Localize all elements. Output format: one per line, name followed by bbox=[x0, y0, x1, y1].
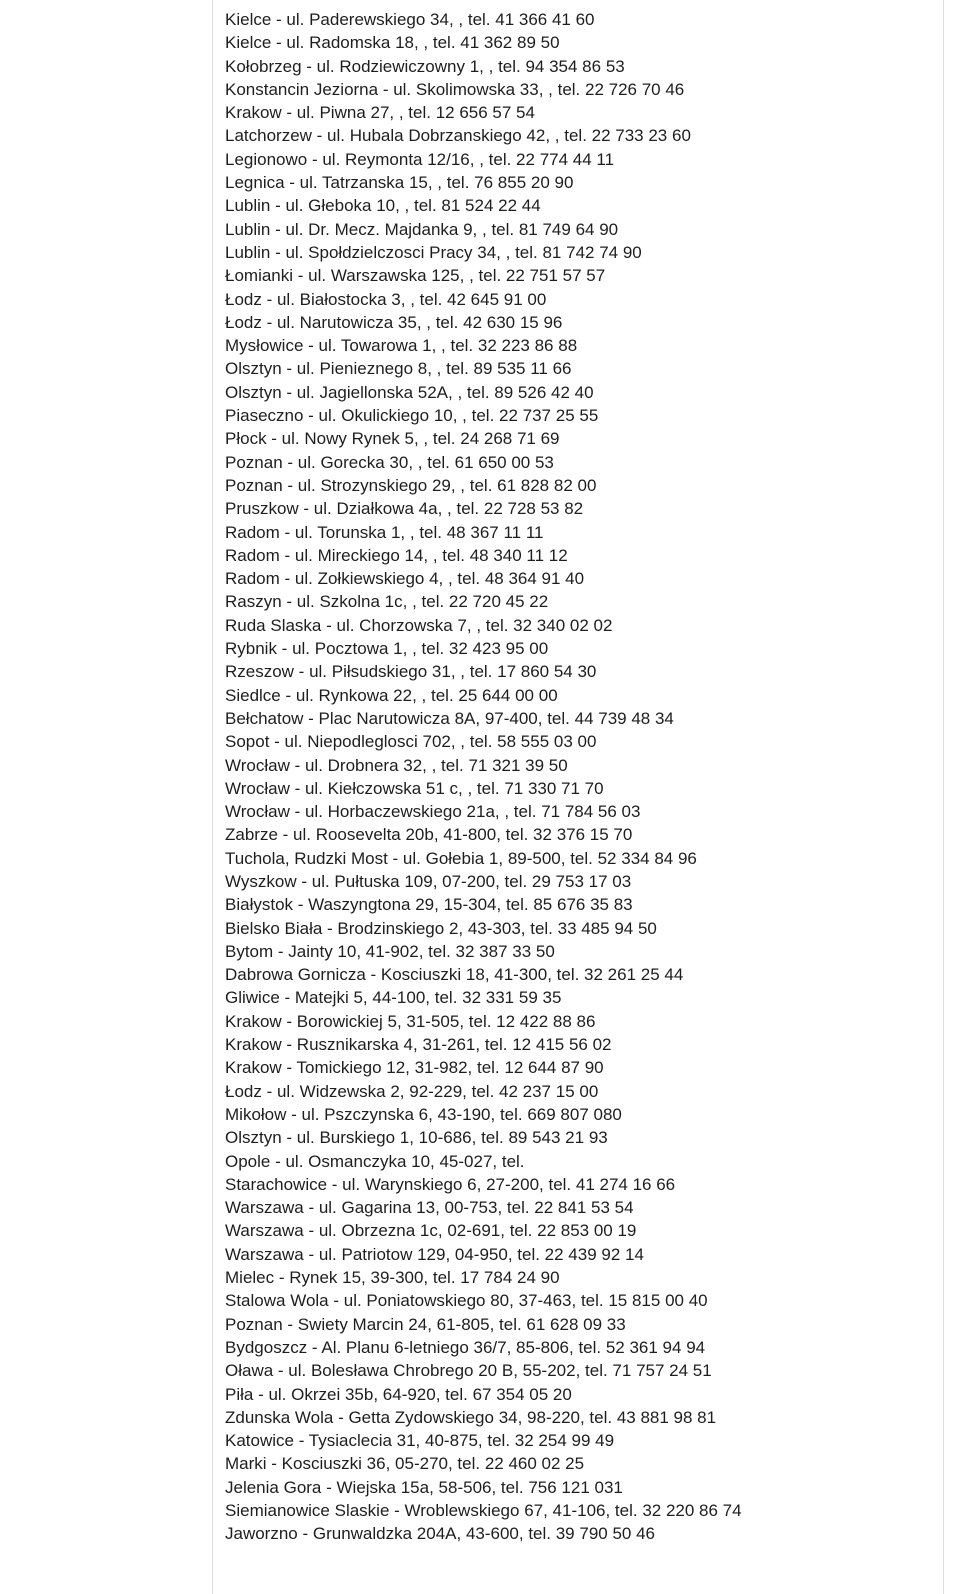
address-line: Łodz - ul. Widzewska 2, 92-229, tel. 42 237 15 00 bbox=[225, 1081, 599, 1101]
document-page bbox=[212, 0, 944, 1594]
address-line: Siedlce - ul. Rynkowa 22, , tel. 25 644 00 00 bbox=[225, 685, 558, 705]
address-line: Białystok - Waszyngtona 29, 15-304, tel. 85 676 35 83 bbox=[225, 895, 633, 915]
address-line: Wrocław - ul. Drobnera 32, , tel. 71 321 39 50 bbox=[225, 755, 568, 775]
address-line: Olsztyn - ul. Pienieznego 8, , tel. 89 535 11 66 bbox=[225, 359, 572, 379]
address-line: Warszawa - ul. Patriotow 129, 04-950, tel. 22 439 92 14 bbox=[225, 1244, 644, 1264]
address-list bbox=[225, 8, 937, 1546]
address-line: Krakow - Tomickiego 12, 31-982, tel. 12 644 87 90 bbox=[225, 1058, 604, 1078]
address-line: Krakow - Borowickiej 5, 31-505, tel. 12 422 88 86 bbox=[225, 1011, 596, 1031]
address-line: Krakow - Rusznikarska 4, 31-261, tel. 12 415 56 02 bbox=[225, 1035, 612, 1055]
address-line: Kołobrzeg - ul. Rodziewiczowny 1, , tel. 94 354 86 53 bbox=[225, 56, 625, 76]
address-line: Warszawa - ul. Gagarina 13, 00-753, tel. 22 841 53 54 bbox=[225, 1198, 634, 1218]
address-line: Sopot - ul. Niepodleglosci 702, , tel. 58 555 03 00 bbox=[225, 732, 597, 752]
address-line: Mikołow - ul. Pszczynska 6, 43-190, tel. 669 807 080 bbox=[225, 1104, 622, 1124]
address-line: Lublin - ul. Głeboka 10, , tel. 81 524 22 44 bbox=[225, 196, 541, 216]
address-line: Poznan - Swiety Marcin 24, 61-805, tel. 61 628 09 33 bbox=[225, 1314, 626, 1334]
address-line: Mielec - Rynek 15, 39-300, tel. 17 784 24 90 bbox=[225, 1268, 560, 1288]
address-line: Olsztyn - ul. Burskiego 1, 10-686, tel. 89 543 21 93 bbox=[225, 1128, 608, 1148]
address-line: Łodz - ul. Narutowicza 35, , tel. 42 630 15 96 bbox=[225, 312, 563, 332]
address-line: Raszyn - ul. Szkolna 1c, , tel. 22 720 45 22 bbox=[225, 592, 549, 612]
address-line: Mysłowice - ul. Towarowa 1, , tel. 32 223 86 88 bbox=[225, 336, 578, 356]
address-line: Legnica - ul. Tatrzanska 15, , tel. 76 855 20 90 bbox=[225, 173, 574, 193]
address-line: Bytom - Jainty 10, 41-902, tel. 32 387 33 50 bbox=[225, 941, 555, 961]
address-line: Tuchola, Rudzki Most - ul. Gołebia 1, 89-500, tel. 52 334 84 96 bbox=[225, 848, 697, 868]
address-line: Jelenia Gora - Wiejska 15a, 58-506, tel. 756 121 031 bbox=[225, 1477, 623, 1497]
address-line: Marki - Kosciuszki 36, 05-270, tel. 22 460 02 25 bbox=[225, 1454, 585, 1474]
address-line: Lublin - ul. Dr. Mecz. Majdanka 9, , tel. 81 749 64 90 bbox=[225, 219, 619, 239]
address-line: Radom - ul. Mireckiego 14, , tel. 48 340 11 12 bbox=[225, 545, 568, 565]
address-line: Radom - ul. Zołkiewskiego 4, , tel. 48 364 91 40 bbox=[225, 569, 585, 589]
address-line: Rybnik - ul. Pocztowa 1, , tel. 32 423 95 00 bbox=[225, 639, 549, 659]
address-line: Piaseczno - ul. Okulickiego 10, , tel. 22 737 25 55 bbox=[225, 406, 599, 426]
address-line: Radom - ul. Torunska 1, , tel. 48 367 11 11 bbox=[225, 522, 544, 542]
address-line: Bydgoszcz - Al. Planu 6-letniego 36/7, 85-806, tel. 52 361 94 94 bbox=[225, 1337, 706, 1357]
address-line: Jaworzno - Grunwaldzka 204A, 43-600, tel. 39 790 50 46 bbox=[225, 1524, 655, 1544]
address-line: Konstancin Jeziorna - ul. Skolimowska 33, , tel. 22 726 70 46 bbox=[225, 79, 685, 99]
address-line: Wyszkow - ul. Pułtuska 109, 07-200, tel. 29 753 17 03 bbox=[225, 871, 632, 891]
address-line: Kielce - ul. Paderewskiego 34, , tel. 41 366 41 60 bbox=[225, 10, 595, 29]
address-line: Gliwice - Matejki 5, 44-100, tel. 32 331 59 35 bbox=[225, 988, 562, 1008]
address-line: Oława - ul. Bolesława Chrobrego 20 B, 55-202, tel. 71 757 24 51 bbox=[225, 1361, 712, 1381]
address-line: Piła - ul. Okrzei 35b, 64-920, tel. 67 354 05 20 bbox=[225, 1384, 572, 1404]
address-line: Wrocław - ul. Horbaczewskiego 21a, , tel. 71 784 56 03 bbox=[225, 802, 641, 822]
address-line: Kielce - ul. Radomska 18, , tel. 41 362 89 50 bbox=[225, 33, 560, 53]
address-line: Pruszkow - ul. Działkowa 4a, , tel. 22 728 53 82 bbox=[225, 499, 584, 519]
address-line: Bielsko Biała - Brodzinskiego 2, 43-303, tel. 33 485 94 50 bbox=[225, 918, 657, 938]
address-line: Wrocław - ul. Kiełczowska 51 c, , tel. 71 330 71 70 bbox=[225, 778, 604, 798]
address-line: Rzeszow - ul. Piłsudskiego 31, , tel. 17 860 54 30 bbox=[225, 662, 597, 682]
address-line: Łodz - ul. Białostocka 3, , tel. 42 645 91 00 bbox=[225, 289, 547, 309]
address-line: Siemianowice Slaskie - Wroblewskiego 67, 41-106, tel. 32 220 86 74 bbox=[225, 1501, 742, 1520]
address-line: Łomianki - ul. Warszawska 125, , tel. 22 751 57 57 bbox=[225, 266, 606, 286]
address-line: Ruda Slaska - ul. Chorzowska 7, , tel. 32 340 02 02 bbox=[225, 615, 613, 635]
address-line: Stalowa Wola - ul. Poniatowskiego 80, 37-463, tel. 15 815 00 40 bbox=[225, 1291, 708, 1311]
address-line: Olsztyn - ul. Jagiellonska 52A, , tel. 89 526 42 40 bbox=[225, 382, 594, 402]
address-line: Zabrze - ul. Roosevelta 20b, 41-800, tel. 32 376 15 70 bbox=[225, 825, 633, 845]
address-line: Poznan - ul. Gorecka 30, , tel. 61 650 00 53 bbox=[225, 452, 554, 472]
address-line: Poznan - ul. Strozynskiego 29, , tel. 61 828 82 00 bbox=[225, 475, 597, 495]
address-line: Lublin - ul. Społdzielczosci Pracy 34, , tel. 81 742 74 90 bbox=[225, 242, 642, 262]
address-line: Krakow - ul. Piwna 27, , tel. 12 656 57 54 bbox=[225, 103, 535, 123]
address-line: Katowice - Tysiaclecia 31, 40-875, tel. 32 254 99 49 bbox=[225, 1431, 615, 1451]
address-line: Legionowo - ul. Reymonta 12/16, , tel. 22 774 44 11 bbox=[225, 149, 615, 169]
address-line: Warszawa - ul. Obrzezna 1c, 02-691, tel. 22 853 00 19 bbox=[225, 1221, 637, 1241]
address-line: Płock - ul. Nowy Rynek 5, , tel. 24 268 71 69 bbox=[225, 429, 560, 449]
address-line: Latchorzew - ul. Hubala Dobrzanskiego 42, , tel. 22 733 23 60 bbox=[225, 126, 691, 146]
address-line: Opole - ul. Osmanczyka 10, 45-027, tel. bbox=[225, 1151, 525, 1171]
address-line: Starachowice - ul. Warynskiego 6, 27-200, tel. 41 274 16 66 bbox=[225, 1174, 676, 1194]
address-line: Zdunska Wola - Getta Zydowskiego 34, 98-220, tel. 43 881 98 81 bbox=[225, 1407, 717, 1427]
address-line: Bełchatow - Plac Narutowicza 8A, 97-400, tel. 44 739 48 34 bbox=[225, 708, 674, 728]
address-line: Dabrowa Gornicza - Kosciuszki 18, 41-300, tel. 32 261 25 44 bbox=[225, 965, 684, 985]
